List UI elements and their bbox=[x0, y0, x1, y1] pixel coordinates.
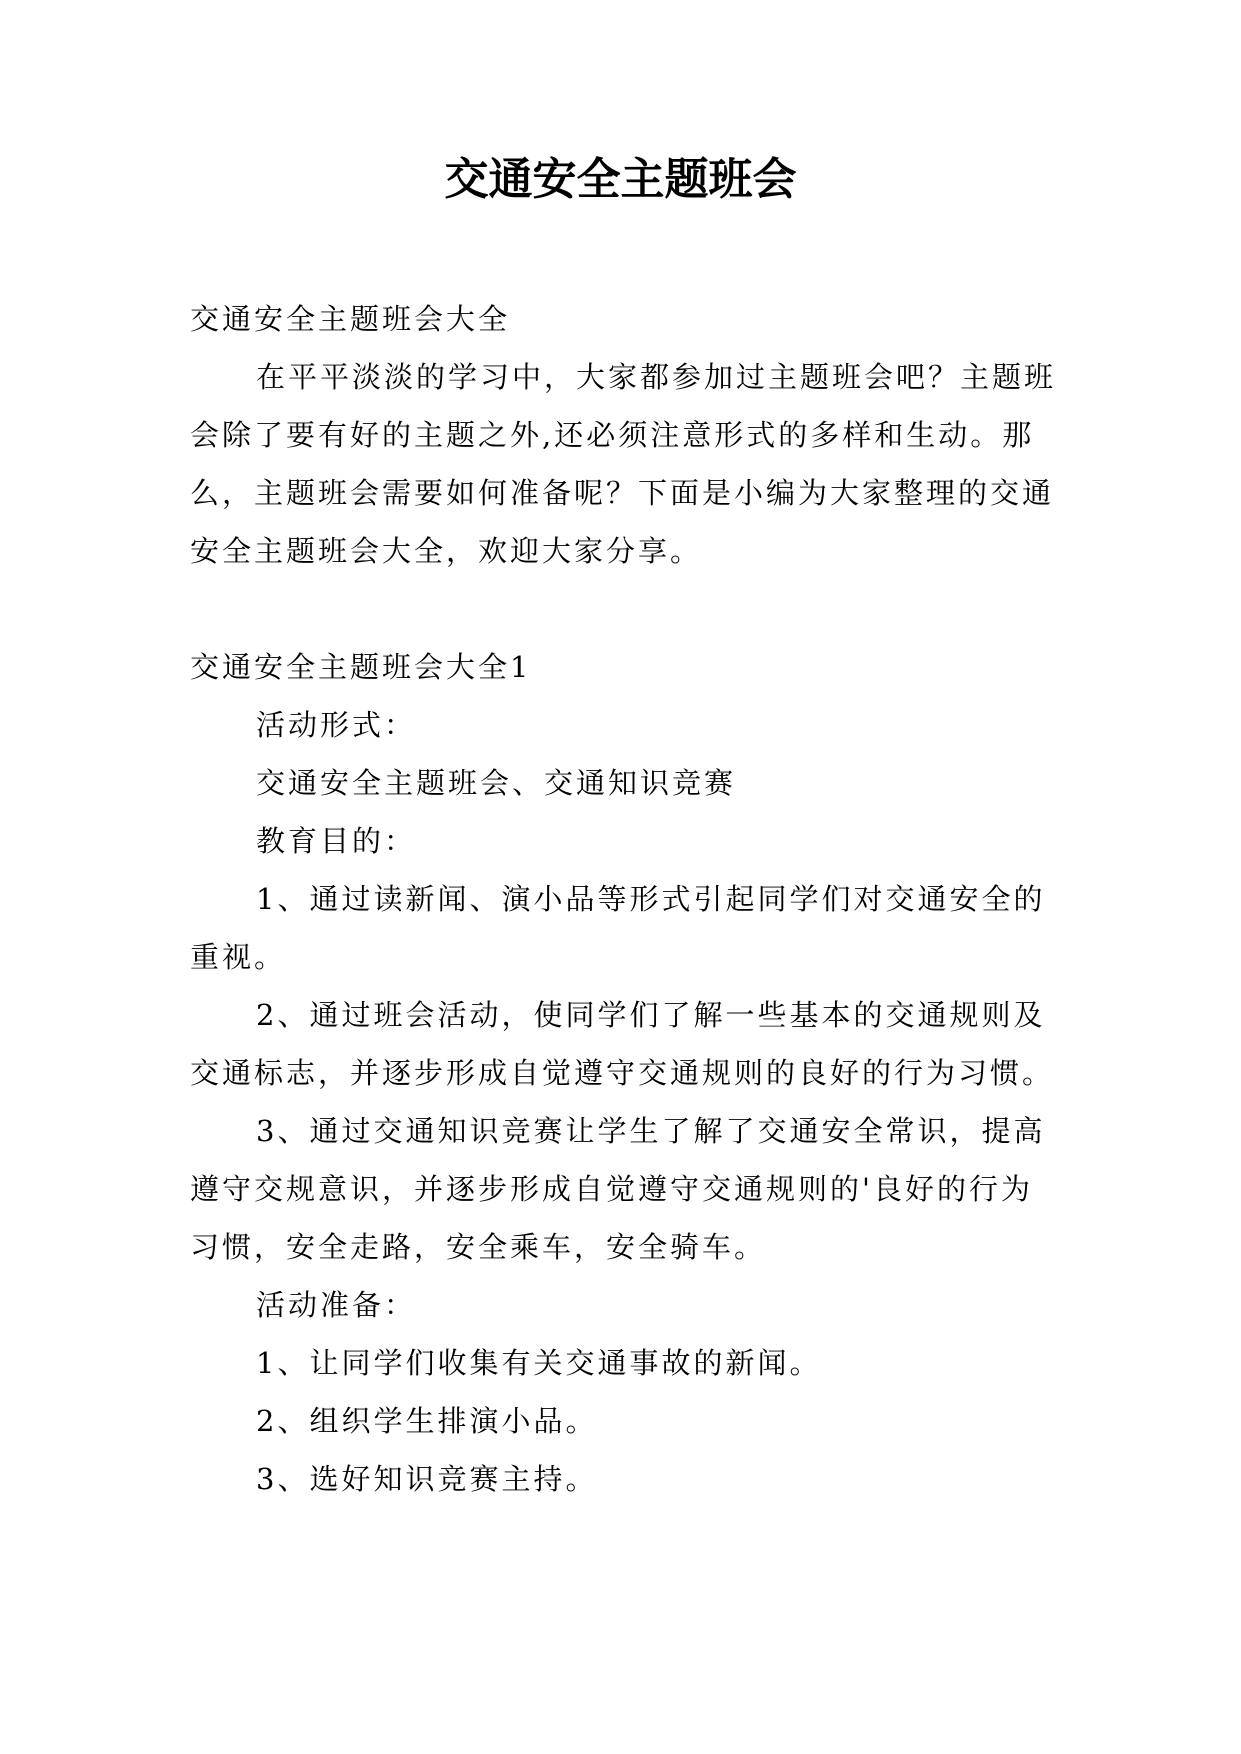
goal-label: 教育目的： bbox=[256, 824, 417, 858]
prep-item: 2、组织学生排演小品。 bbox=[256, 1404, 598, 1438]
paragraph-gap bbox=[190, 580, 1060, 638]
activity-form-label: 活动形式： bbox=[256, 708, 417, 742]
goal-item: 2、通过班会活动，使同学们了解一些基本的交通规则及交通标志，并逐步形成自觉遵守交通规则的良好的行为习惯。 bbox=[190, 998, 1055, 1090]
goal-item: 1、通过读新闻、演小品等形式引起同学们对交通安全的重视。 bbox=[190, 882, 1046, 974]
prep-item: 3、选好知识竞赛主持。 bbox=[256, 1462, 598, 1496]
prep-label: 活动准备： bbox=[256, 1288, 417, 1322]
activity-form-text: 交通安全主题班会、交通知识竞赛 bbox=[256, 766, 737, 800]
document-body bbox=[190, 290, 1060, 1508]
document-title: 交通安全主题班会 bbox=[444, 154, 797, 205]
prep-item: 1、让同学们收集有关交通事故的新闻。 bbox=[256, 1346, 822, 1380]
intro-paragraph: 在平平淡淡的学习中，大家都参加过主题班会吧？主题班会除了要有好的主题之外,还必须注意形式的多样和生动。那么，主题班会需要如何准备呢？下面是小编为大家整理的交通安全主题班会大全，欢迎大家分享。 bbox=[190, 360, 1057, 568]
goal-item: 3、通过交通知识竞赛让学生了解了交通安全常识，提高遵守交规意识，并逐步形成自觉遵守交通规则的'良好的行为习惯，安全走路，安全乘车，安全骑车。 bbox=[190, 1114, 1046, 1264]
section-heading: 交通安全主题班会大全1 bbox=[190, 650, 532, 684]
section-heading: 交通安全主题班会大全 bbox=[190, 302, 511, 336]
